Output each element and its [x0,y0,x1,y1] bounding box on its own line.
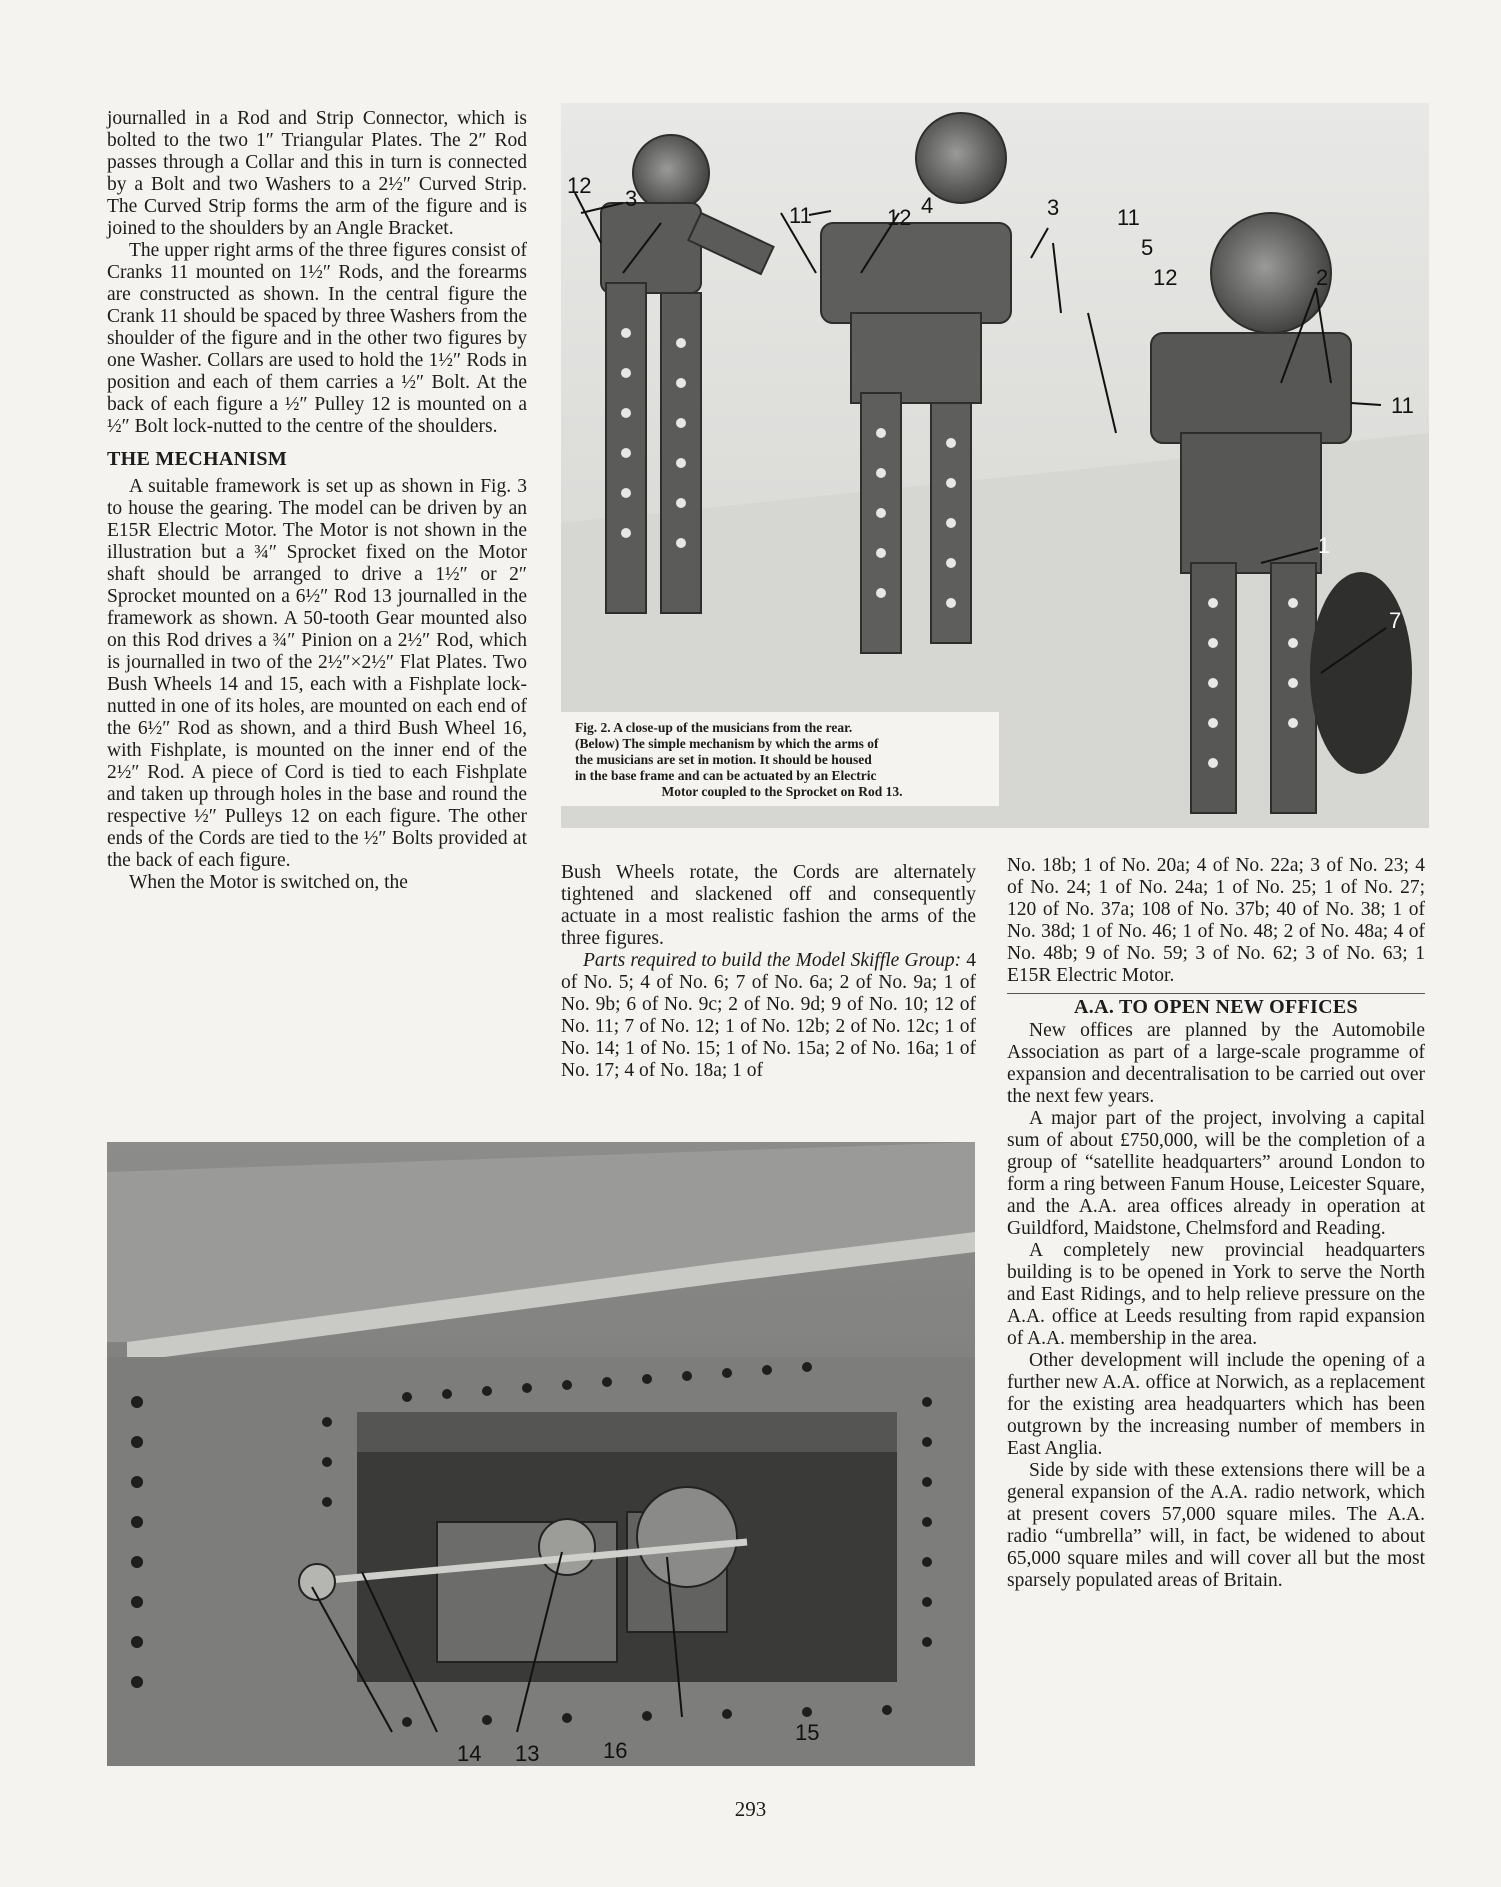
callout-1: 1 [1318,533,1331,558]
callout-3: 3 [1047,195,1060,220]
callout-12: 12 [1153,265,1178,290]
paragraph: journalled in a Rod and Strip Connector, which is bolted to the two 1″ Triangular Plates. The 2″ Rod passes through a Collar and this in turn is connected by a Bolt and two Washers to a 2½″ Curved Strip. The Curved Strip forms the arm of the figure and is joined to the shoulders by an Angle Bracket. [107,108,527,239]
parts-text: 4 of No. 5; 4 of No. 6; 7 of No. 6a; 2 of No. 9a; 1 of No. 9b; 6 of No. 9c; 2 of No. 9d; 9 of No. 10; 12 of No. 11; 7 of No. 12; 1 of No. 12b; 2 of No. 12c; 1 of No. 14; 1 of No. 15; 1 of No. 15a; 2 of No. 16a; 1 of No. 17; 4 of No. 18a; 1 of [561,950,977,1081]
paragraph: A suitable framework is set up as shown in Fig. 3 to house the gearing. The model can be driven by an E15R Electric Motor. The Motor is not shown in the illustration but a ¾″ Sprocket fixed on the Motor shaft should be arranged to drive a 1½″ or 2″ Sprocket mounted on a 6½″ Rod 13 journalled in the framework as shown. A 50-tooth Gear mounted also on this Rod drives a ¾″ Pinion on a 2½″ Rod, which is journalled in two of the 2½″×2½″ Flat Plates. Two Bush Wheels 14 and 15, each with a Fishplate lock-nutted in one of its holes, are mounted on each end of the 6½″ Rod as shown, and a third Bush Wheel 16, with Fishplate, is mounted on the inner end of the 2½″ Rod. A piece of Cord is tied to each Fishplate and taken up through holes in the base and round the respective ½″ Pulleys 12 on each figure. The other ends of the Cords are tied to the ½″ Bolts provided at the back of each figure. [107,476,527,871]
callout-12: 12 [887,205,912,230]
figure-caption [561,712,999,806]
mechanism-illustration [107,1142,975,1766]
paragraph: New offices are planned by the Automobile Association as part of a large-scale programme of expansion and decentralisation to be carried out over the next few years. [1007,1020,1425,1107]
callout-4: 4 [921,193,934,218]
paragraph: A completely new provincial headquarters building is to be opened in York to serve the North and East Ridings, and to help relieve pressure on the A.A. office at Leeds resulting from rapid expansion of A.A. membership in the area. [1007,1240,1425,1349]
callout-11: 11 [1391,393,1414,418]
callout-5: 5 [1141,235,1154,260]
parts-list [561,950,976,1082]
paragraph: When the Motor is switched on, the [129,872,408,893]
page-number: 293 [734,1797,767,1821]
section-heading: A.A. TO OPEN NEW OFFICES [1007,993,1425,1018]
section-heading: THE MECHANISM [107,448,288,470]
callout-3: 3 [625,186,638,211]
middle-column [561,862,976,1082]
callout-13: 13 [515,1741,540,1766]
paragraph: Side by side with these extensions there will be a general expansion of the A.A. radio network, which at present covers 57,000 square miles. The A.A. radio “umbrella” will, in fact, be widened to about 65,000 square miles and will cover all but the most sparsely populated areas of Britain. [1007,1460,1425,1591]
parts-label: Parts required to build the Model Skiffle Group: [583,950,962,971]
callout-12: 12 [567,173,592,198]
caption-line: (Below) The simple mechanism by which the arms of [575,736,879,751]
parts-list-continued: No. 18b; 1 of No. 20a; 4 of No. 22a; 3 of No. 23; 4 of No. 24; 1 of No. 24a; 1 of No. 25; 1 of No. 27; 120 of No. 37a; 108 of No. 37b; 40 of No. 38; 1 of No. 38d; 1 of No. 46; 1 of No. 48; 2 of No. 48a; 4 of No. 48b; 9 of No. 59; 3 of No. 62; 3 of No. 63; 1 E15R Electric Motor. [1007,855,1425,986]
paragraph: A major part of the project, involving a capital sum of about £750,000, will be the completion of a group of “satellite headquarters” around London to form a ring between Fanum House, Leicester Square, and the A.A. area offices already in operation at Guildford, Maidstone, Chelmsford and Reading. [1007,1108,1425,1239]
callout-14: 14 [457,1741,482,1766]
caption-line: Motor coupled to the Sprocket on Rod 13. [661,784,903,799]
figure-3-photo [107,1142,975,1766]
callout-16: 16 [603,1738,628,1763]
callout-7: 7 [1389,608,1402,633]
right-column [1007,855,1425,1592]
paragraph: Bush Wheels rotate, the Cords are alternately tightened and slackened off and consequently actuate in a most realistic fashion the arms of the three figures. [561,862,976,949]
callout-11: 11 [789,203,812,228]
paragraph: Other development will include the opening of a further new A.A. office at Norwich, as a replacement for the existing area headquarters which has been outgrown by the increasing number of members in East Anglia. [1007,1350,1425,1459]
callout-2: 2 [1316,265,1329,290]
caption-line: Fig. 2. A close-up of the musicians from the rear. [575,720,853,735]
paragraph: The upper right arms of the three figures consist of Cranks 11 mounted on 1½″ Rods, and the forearms are constructed as shown. In the central figure the Crank 11 should be spaced by three Washers from the shoulder of the figure and in the other two figures by one Washer. Collars are used to hold the 1½″ Rods in position and each of them carries a ½″ Bolt. At the back of each figure a ½″ Pulley 12 is mounted on a ½″ Bolt lock-nutted to the centre of the shoulders. [107,240,527,437]
left-column [107,108,527,894]
caption-line: the musicians are set in motion. It should be housed [575,752,872,767]
caption-line: in the base frame and can be actuated by an Electric [575,768,877,783]
callout-11: 11 [1117,205,1140,230]
callout-15: 15 [795,1720,820,1745]
